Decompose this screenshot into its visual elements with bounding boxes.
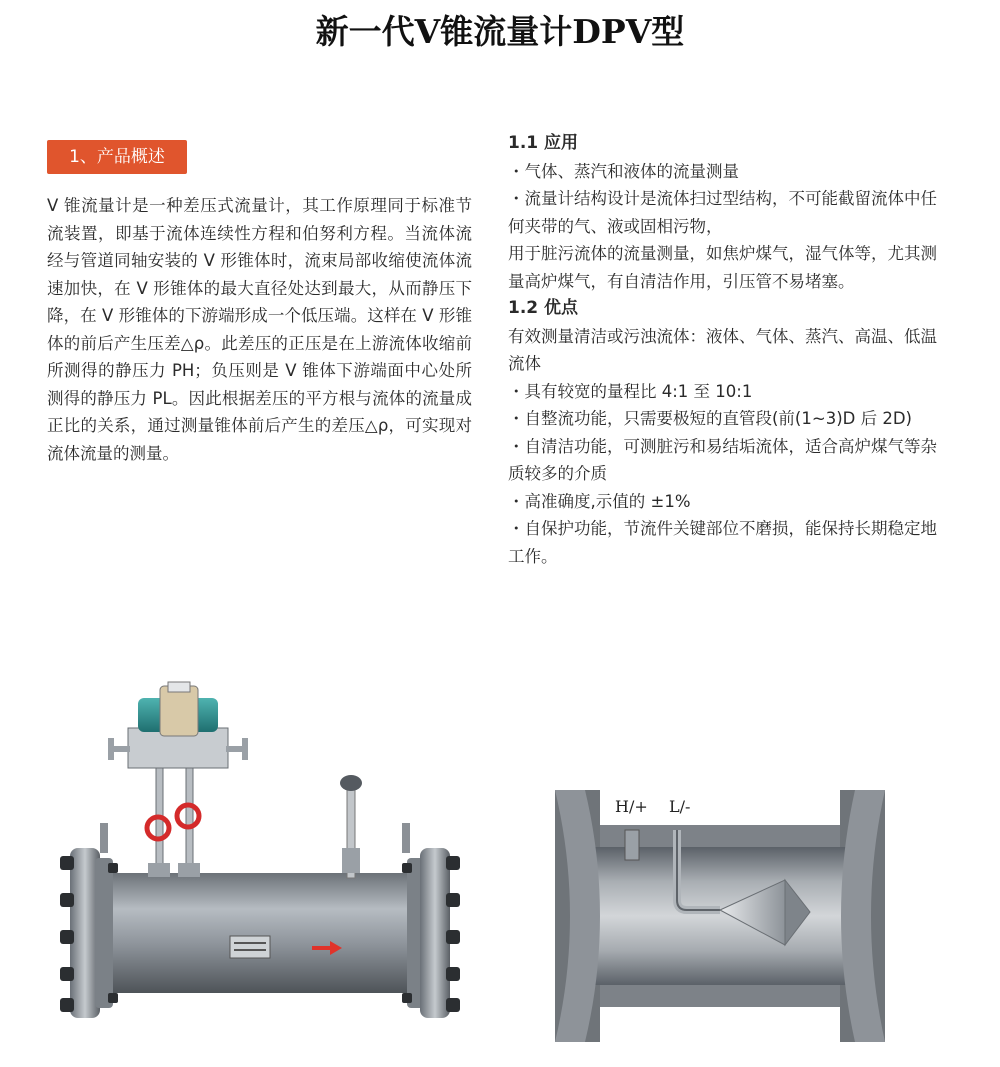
impulse-line-low — [186, 768, 193, 876]
page-title: 新一代V锥流量计DPV型 — [315, 12, 685, 51]
right-flange — [420, 848, 450, 1018]
advantages-list — [508, 378, 938, 571]
list-item: ・流量计结构设计是流体扫过型结构，不可能截留流体中任何夹带的气、液或固相污物， — [508, 189, 937, 236]
list-item: ・自清洁功能，可测脏污和易结垢流体，适合高炉煤气等杂质较多的介质 — [508, 436, 937, 483]
impulse-line-high — [156, 768, 163, 876]
pipe-body — [105, 873, 415, 993]
list-item: ・自保护功能，节流件关键部位不磨损，能保持长期稳定地工作。 — [508, 519, 937, 566]
label-low-pressure: L/- — [669, 797, 691, 816]
application-heading: 1.1 应用 — [508, 133, 579, 153]
list-item: ・高准确度,示值的 ±1% — [508, 491, 691, 511]
list-item: ・具有较宽的量程比 4:1 至 10:1 — [508, 381, 753, 401]
advantages-intro: 有效测量清洁或污浊流体：液体、气体、蒸汽、高温、低温流体 — [508, 326, 937, 373]
application-list — [508, 158, 938, 296]
flowmeter-photo — [50, 668, 470, 1038]
pipe-bore — [585, 847, 855, 985]
list-item: ・气体、蒸汽和液体的流量测量 — [508, 161, 739, 181]
advantages-heading: 1.2 优点 — [508, 298, 579, 318]
overview-text: V 锥流量计是一种差压式流量计，其工作原理同于标准节流装置，即基于流体连续性方程和伯努利方程。当流体流经与管道同轴安装的 V 形锥体时，流束局部收缩使流体流速加快，在 V 形锥体的最大直径处达到最大，从而静压下降，在 V 形锥体的下游端形成一个低压端。这样在 V 形锥体的前后产生压差△ρ。此差压的正压是在上游流体收缩前所测得的静压力 PH；负压则是 V 锥体下游端面中心处所测得的静压力 PL。因此根据差压的平方根与流体的流量成正比的关系，通过测量锥体前后产生的差压△ρ，可实现对流体流量的测量。 — [47, 196, 472, 463]
cutaway-diagram — [545, 780, 895, 1052]
label-high-pressure: H/+ — [615, 797, 648, 816]
right-column — [508, 130, 938, 570]
list-item: ・自整流功能，只需要极短的直管段(前(1~3)D 后 2D) — [508, 409, 912, 428]
nameplate — [230, 936, 270, 958]
high-pressure-tap — [625, 830, 639, 860]
list-item: 用于脏污流体的流量测量，如焦炉煤气，湿气体等，尤其测量高炉煤气，有自清洁作用，引压管不易堵塞。 — [508, 244, 937, 291]
section-badge: 1、产品概述 — [47, 140, 187, 174]
